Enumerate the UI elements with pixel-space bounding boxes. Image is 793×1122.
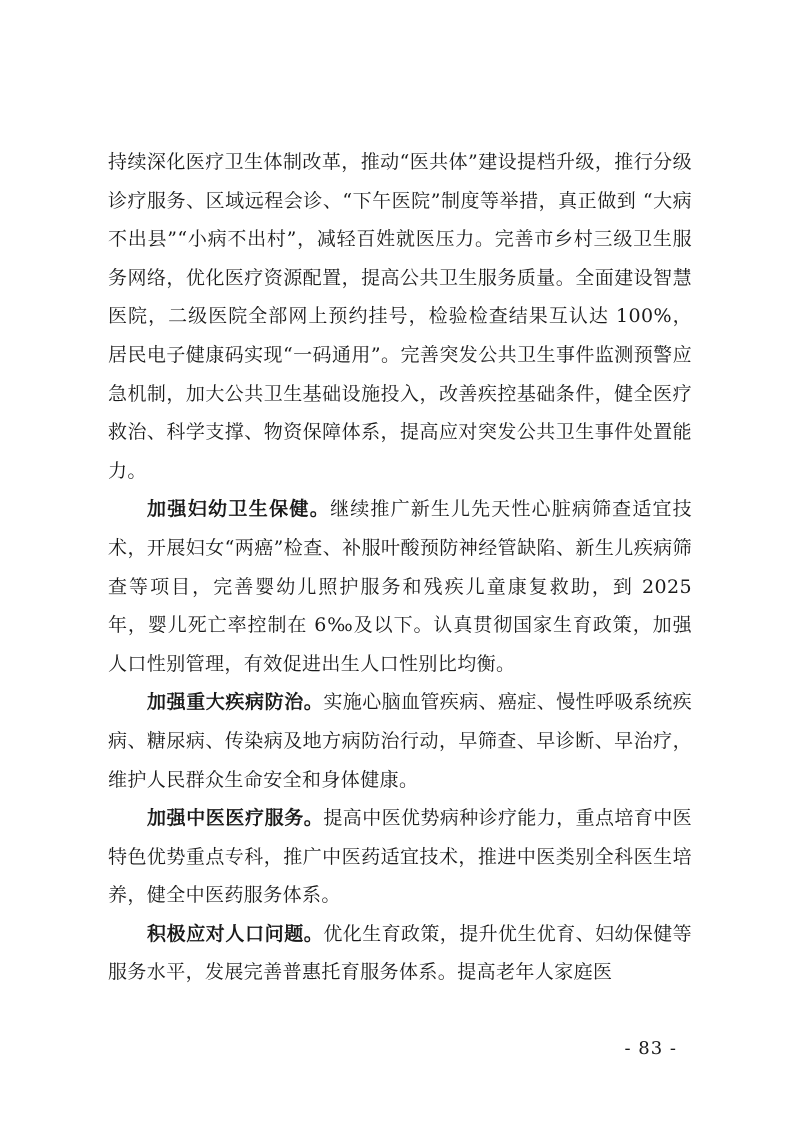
paragraph-lead-heading: 加强重大疾病防治。: [147, 691, 324, 714]
page-number: - 83 -: [624, 1038, 677, 1059]
paragraph-text: 持续深化医疗卫生体制改革，推动“医共体”建设提档升级，推行分级诊疗服务、区域远程会诊、“下午医院”制度等举措，真正做到 “大病不出县”“小病不出村”，减轻百姓就医压力。完善市乡村三级卫生服务网络，优化医疗资源配置，提高公共卫生服务质量。全面建设智慧医院，二级医院全部网上预约挂号，检验检查结果互认达 100%，居民电子健康码实现“一码通用”。完善突发公共卫生事件监测预警应急机制，加大公共卫生基础设施投入，改善疾控基础条件，健全医疗救治、科学支撑、物资保障体系，提高应对突发公共卫生事件处置能力。: [108, 151, 692, 482]
paragraph-text: 实施心脑血管疾病、癌症、慢性呼吸系统疾病、糖尿病、传染病及地方病防治行动，早筛查、早诊断、早治疗，维护人民群众生命安全和身体健康。: [108, 691, 693, 791]
paragraph-lead-heading: 加强中医医疗服务。: [147, 807, 324, 830]
paragraph-lead-heading: 积极应对人口问题。: [147, 922, 324, 945]
paragraph-text: 提高中医优势病种诊疗能力，重点培育中医特色优势重点专科，推广中医药适宜技术，推进中医类别全科医生培养，健全中医药服务体系。: [108, 807, 693, 907]
paragraph-tcm-services: [108, 799, 692, 915]
paragraph-major-disease-prevention: [108, 683, 692, 799]
paragraph-text: 继续推广新生儿先天性心脏病筛查适宜技术，开展妇女“两癌”检查、补服叶酸预防神经管缺陷、新生儿疾病筛查等项目，完善婴幼儿照护服务和残疾儿童康复救助，到 2025 年，婴儿死亡率控制在 6‰及以下。认真贯彻国家生育政策，加强人口性别管理，有效促进出生人口性别比均衡。: [108, 498, 693, 675]
paragraph-text: 优化生育政策，提升优生优育、妇幼保健等服务水平，发展完善普惠托育服务体系。提高老年人家庭医: [108, 922, 693, 984]
paragraph-healthcare-reform: [108, 143, 692, 490]
paragraph-population-issues: [108, 915, 692, 992]
paragraph-maternal-child-health: [108, 490, 692, 683]
paragraph-lead-heading: 加强妇幼卫生保健。: [147, 498, 331, 521]
body-text: [108, 143, 692, 992]
